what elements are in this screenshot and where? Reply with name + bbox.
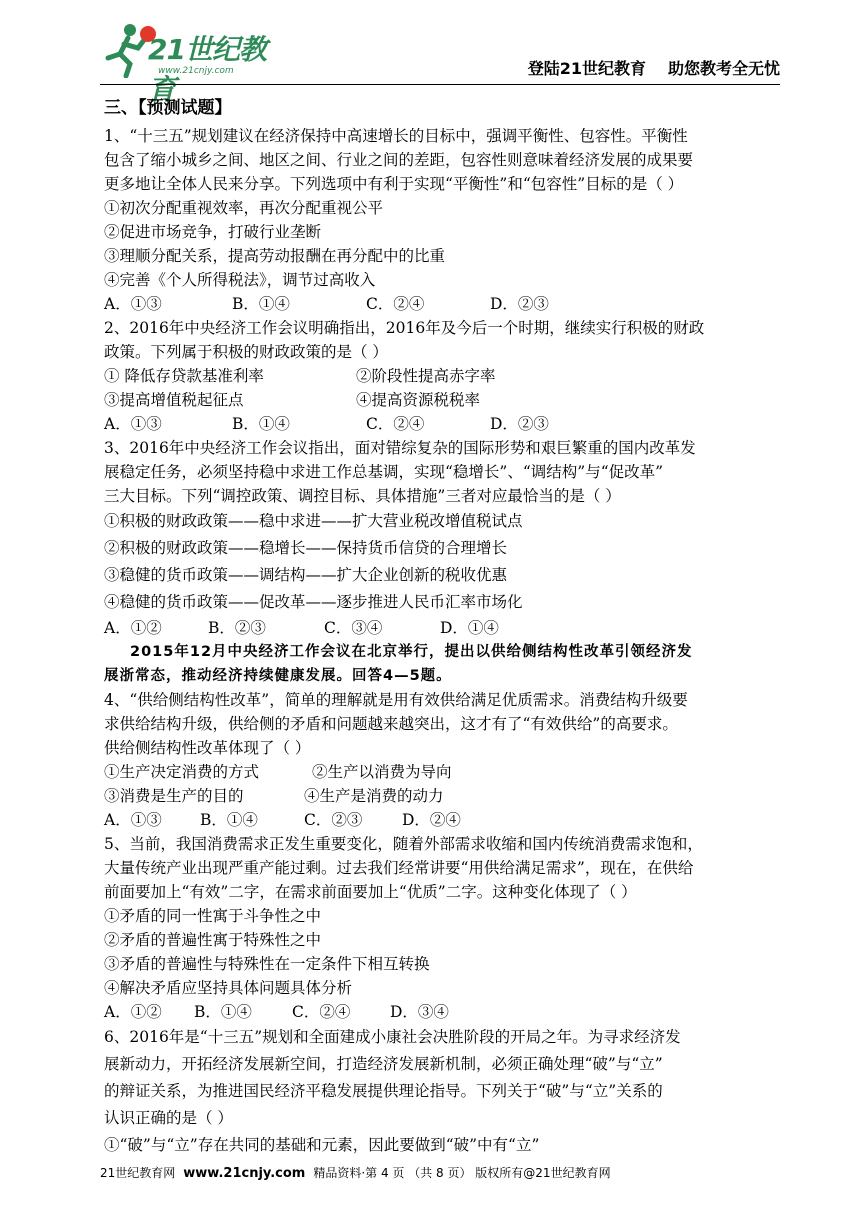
q4-stem-line: 供给侧结构性改革体现了（ ） — [104, 739, 311, 757]
option-a: A．①② — [104, 619, 162, 637]
q1-stem-line: 包含了缩小城乡之间、地区之间、行业之间的差距，包容性则意味着经济发展的成果要 — [104, 151, 694, 169]
q1-statement: ②促进市场竞争，打破行业垄断 — [104, 223, 322, 241]
section-title: 三、【预测试题】 — [104, 98, 232, 118]
q3-stem-line: 展稳定任务，必须坚持稳中求进工作总基调，实现“稳增长”、“调结构”与“促改革” — [104, 463, 664, 481]
option-d: D．①④ — [440, 619, 499, 637]
tagline-login: 登陆21世纪教育 — [527, 59, 646, 78]
q5-options — [104, 1000, 780, 1024]
q4-statement: ③消费是生产的目的 — [104, 787, 244, 805]
header-tagline — [528, 56, 780, 79]
option-b: B．②③ — [208, 619, 266, 637]
q5-statement: ④解决矛盾应坚持具体问题具体分析 — [104, 979, 353, 997]
option-c: C．②④ — [366, 295, 425, 313]
option-c: C．②③ — [304, 811, 363, 829]
logo-url: www.21cnjy.com — [158, 66, 234, 76]
q5-stem-line: 前面要加上“有效”二字，在需求前面要加上“优质”二字。这种变化体现了（ ） — [104, 883, 637, 901]
option-d: D．②③ — [490, 415, 549, 433]
option-a: A．①② — [104, 1003, 162, 1021]
option-b: B．①④ — [232, 295, 290, 313]
q3-statement: ②积极的财政政策——稳增长——保持货币信贷的合理增长 — [104, 539, 508, 557]
q3-stem-line: 3、2016年中央经济工作会议指出，面对错综复杂的国际形势和艰巨繁重的国内改革发 — [104, 439, 696, 457]
q1-statement: ①初次分配重视效率，再次分配重视公平 — [104, 199, 384, 217]
option-c: C．③④ — [324, 619, 383, 637]
logo-text: 21世纪教育 — [148, 33, 266, 106]
footer-info: 精品资料·第 4 页 （共 8 页） 版权所有@21世纪教育网 — [313, 1166, 611, 1180]
document-body — [104, 92, 780, 1159]
q2-statement: ④提高资源税税率 — [356, 391, 481, 409]
q6-stem-line: 认识正确的是（ ） — [104, 1109, 233, 1127]
option-a: A．①③ — [104, 415, 162, 433]
option-d: D．③④ — [390, 1003, 449, 1021]
footer-url: www.21cnjy.com — [183, 1166, 306, 1181]
q6-statement: ①“破”与“立”存在共同的基础和元素，因此要做到“破”中有“立” — [104, 1136, 540, 1154]
q4-statement: ④生产是消费的动力 — [304, 787, 444, 805]
q6-stem-line: 展新动力，开拓经济发展新空间，打造经济发展新机制，必须正确处理“破”与“立” — [104, 1055, 663, 1073]
footer-site: 21世纪教育网 — [100, 1166, 176, 1180]
option-c: C．②④ — [366, 415, 425, 433]
q5-stem-line: 5、当前，我国消费需求正发生重要变化，随着外部需求收缩和国内传统消费需求饱和， — [104, 835, 703, 853]
page-footer — [100, 1164, 780, 1181]
q4-options — [104, 808, 780, 832]
option-c: C．②④ — [292, 1003, 351, 1021]
q5-statement: ③矛盾的普遍性与特殊性在一定条件下相互转换 — [104, 955, 430, 973]
q4-statements-row — [104, 784, 780, 808]
q2-statements-row — [104, 388, 780, 412]
q3-statement: ①积极的财政政策——稳中求进——扩大营业税改增值税试点 — [104, 512, 523, 530]
q2-statements-row — [104, 364, 780, 388]
q4-statement: ②生产以消费为导向 — [312, 763, 452, 781]
q3-statement: ④稳健的货币政策——促改革——逐步推进人民币汇率市场化 — [104, 593, 523, 611]
q1-statement: ④完善《个人所得税法》，调节过高收入 — [104, 271, 376, 289]
option-b: B．①④ — [194, 1003, 252, 1021]
q2-statement: ③提高增值税起征点 — [104, 391, 244, 409]
q5-statement: ②矛盾的普遍性寓于特殊性之中 — [104, 931, 322, 949]
q4-stem-line: 4、“供给侧结构性改革”，简单的理解就是用有效供给满足优质需求。消费结构升级要 — [104, 691, 688, 709]
tagline-slogan: 助您教考全无忧 — [667, 59, 780, 78]
q4-statements-row — [104, 760, 780, 784]
page-header — [100, 18, 780, 106]
option-a: A．①③ — [104, 295, 162, 313]
q3-statement: ③稳健的货币政策——调结构——扩大企业创新的税收优惠 — [104, 566, 508, 584]
q4-statement: ①生产决定消费的方式 — [104, 763, 260, 781]
q5-stem-line: 大量传统产业出现严重产能过剩。过去我们经常讲要“用供给满足需求”，现在，在供给 — [104, 859, 694, 877]
option-b: B．①④ — [232, 415, 290, 433]
passage-line: 2015年12月中央经济工作会议在北京举行，提出以供给侧结构性改革引领经济发 — [130, 644, 693, 660]
q2-stem-line: 2、2016年中央经济工作会议明确指出，2016年及今后一个时期，继续实行积极的财政 — [104, 319, 705, 337]
option-b: B．①④ — [200, 811, 258, 829]
q6-stem-line: 6、2016年是“十三五”规划和全面建成小康社会决胜阶段的开局之年。为寻求经济发 — [104, 1028, 681, 1046]
q2-statement: ②阶段性提高赤字率 — [356, 367, 496, 385]
option-d: D．②④ — [402, 811, 461, 829]
q4-stem-line: 求供给结构升级，供给侧的矛盾和问题越来越突出，这才有了“有效供给”的高要求。 — [104, 715, 678, 733]
passage-line: 展浙常态，推动经济持续健康发展。回答4—5题。 — [104, 668, 452, 684]
option-a: A．①③ — [104, 811, 162, 829]
header-divider — [100, 84, 780, 85]
q2-stem-line: 政策。下列属于积极的财政政策的是（ ） — [104, 343, 388, 361]
q5-statement: ①矛盾的同一性寓于斗争性之中 — [104, 907, 322, 925]
site-logo — [100, 18, 290, 106]
q1-stem-line: 1、“十三五”规划建议在经济保持中高速增长的目标中，强调平衡性、包容性。平衡性 — [104, 127, 688, 145]
q3-stem-line: 三大目标。下列“调控政策、调控目标、具体措施”三者对应最恰当的是（ ） — [104, 487, 621, 505]
q2-options — [104, 412, 780, 436]
q1-statement: ③理顺分配关系，提高劳动报酬在再分配中的比重 — [104, 247, 446, 265]
q2-statement: ① 降低存贷款基准利率 — [104, 367, 264, 385]
q3-options — [104, 616, 780, 640]
q6-stem-line: 的辩证关系，为推进国民经济平稳发展提供理论指导。下列关于“破”与“立”关系的 — [104, 1082, 663, 1100]
q1-stem-line: 更多地让全体人民来分享。下列选项中有利于实现“平衡性”和“包容性”目标的是（ ） — [104, 175, 684, 193]
option-d: D．②③ — [490, 295, 549, 313]
q1-options — [104, 292, 780, 316]
